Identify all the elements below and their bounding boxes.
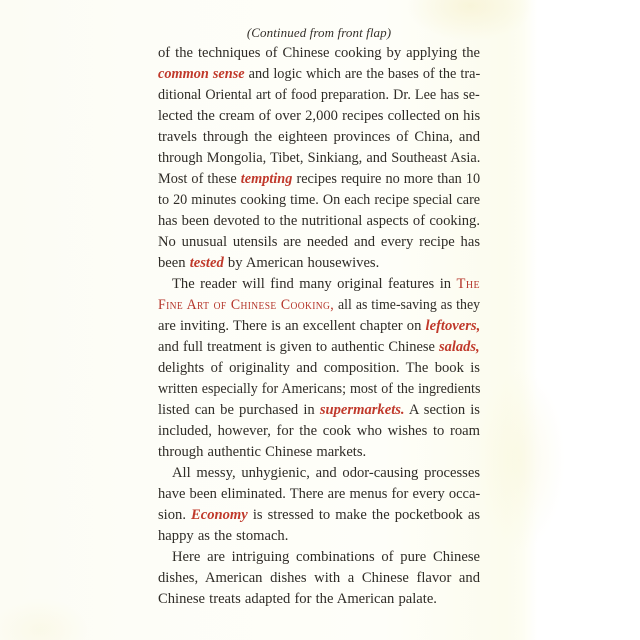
body-text: recipes require no more than 10 xyxy=(292,171,481,187)
text-line xyxy=(158,169,481,190)
body-text: through Mongolia, Tibet, Sinkiang, and Southeast Asia. xyxy=(158,150,481,166)
body-text: by American housewives. xyxy=(223,255,380,271)
text-line xyxy=(158,190,481,211)
text-line xyxy=(158,421,480,442)
body-text: delights of originality and composition. The book is xyxy=(158,360,480,376)
text-line xyxy=(158,316,480,337)
red-italic-text: Economy xyxy=(191,507,248,523)
text-line xyxy=(158,379,481,400)
body-text: of the techniques of Chinese cooking by applying the xyxy=(158,45,480,61)
text-line xyxy=(158,463,480,484)
body-text: listed can be purchased in xyxy=(158,402,320,418)
body-text: been xyxy=(158,255,190,271)
body-text: has been devoted to the nutritional aspects of cooking. xyxy=(158,213,480,229)
body-text: through authentic Chinese markets. xyxy=(158,444,367,460)
book-title-smallcaps: Fine Art of Chinese Cooking, xyxy=(158,297,335,313)
body-text: Most of these xyxy=(158,171,241,187)
body-text: all as time-saving as they xyxy=(334,297,481,313)
body-text: All messy, unhygienic, and odor-causing processes xyxy=(172,465,480,481)
text-line xyxy=(158,127,480,148)
text-line xyxy=(158,106,480,127)
book-title-smallcaps: The xyxy=(456,276,480,292)
text-line xyxy=(158,358,480,379)
body-text: included, however, for the cook who wishes to roam xyxy=(158,423,480,439)
body-text: Chinese treats adapted for the American palate. xyxy=(158,591,437,607)
body-text: are inviting. There is an excellent chapter on xyxy=(158,318,426,334)
body-text: and logic which are the bases of the tra- xyxy=(244,66,481,82)
text-line xyxy=(158,211,480,232)
red-italic-text: salads, xyxy=(439,339,480,355)
red-italic-text: common sense xyxy=(158,66,245,82)
text-line xyxy=(158,148,481,169)
red-italic-text: supermarkets. xyxy=(319,402,405,418)
red-italic-text: tested xyxy=(189,255,224,271)
text-line xyxy=(158,568,480,589)
text-line xyxy=(158,85,480,106)
body-text: Here are intriguing combinations of pure Chinese xyxy=(172,549,480,565)
text-line xyxy=(158,505,480,526)
red-italic-text: tempting xyxy=(240,171,293,187)
text-line xyxy=(158,295,481,316)
text-line xyxy=(158,274,480,295)
body-text: No unusual utensils are needed and every recipe has xyxy=(158,234,480,250)
text-line xyxy=(158,337,480,358)
flap-continuation-note: (Continued from front flap) xyxy=(246,25,392,40)
body-text: to 20 minutes cooking time. On each recipe special care xyxy=(158,192,481,208)
body-text: have been eliminated. There are menus for every occa- xyxy=(158,486,481,502)
text-line xyxy=(158,400,480,421)
text-line xyxy=(158,589,480,610)
text-line xyxy=(158,442,480,463)
body-text: ditional Oriental art of food preparation. Dr. Lee has se- xyxy=(158,87,480,103)
body-text: and full treatment is given to authentic Chinese xyxy=(158,339,440,355)
text-line xyxy=(158,253,480,274)
red-italic-text: leftovers, xyxy=(425,318,481,334)
text-line xyxy=(158,43,480,64)
body-text: lected the cream of over 2,000 recipes collected on his xyxy=(158,108,481,124)
text-line xyxy=(158,64,481,85)
body-text: travels through the eighteen provinces of China, and xyxy=(158,129,480,145)
text-line xyxy=(158,232,480,253)
flap-text xyxy=(158,43,480,610)
body-text: The reader will find many original features in xyxy=(172,276,457,292)
text-line xyxy=(158,484,481,505)
text-line xyxy=(158,547,480,568)
body-text: A section is xyxy=(404,402,480,418)
body-text: sion. xyxy=(158,507,192,523)
body-text: happy as the stomach. xyxy=(158,528,289,544)
body-text: is stressed to make the pocketbook as xyxy=(247,507,480,523)
text-line xyxy=(158,526,480,547)
body-text: written especially for Americans; most of the ingredients xyxy=(158,381,481,397)
body-text: dishes, American dishes with a Chinese flavor and xyxy=(158,570,480,586)
